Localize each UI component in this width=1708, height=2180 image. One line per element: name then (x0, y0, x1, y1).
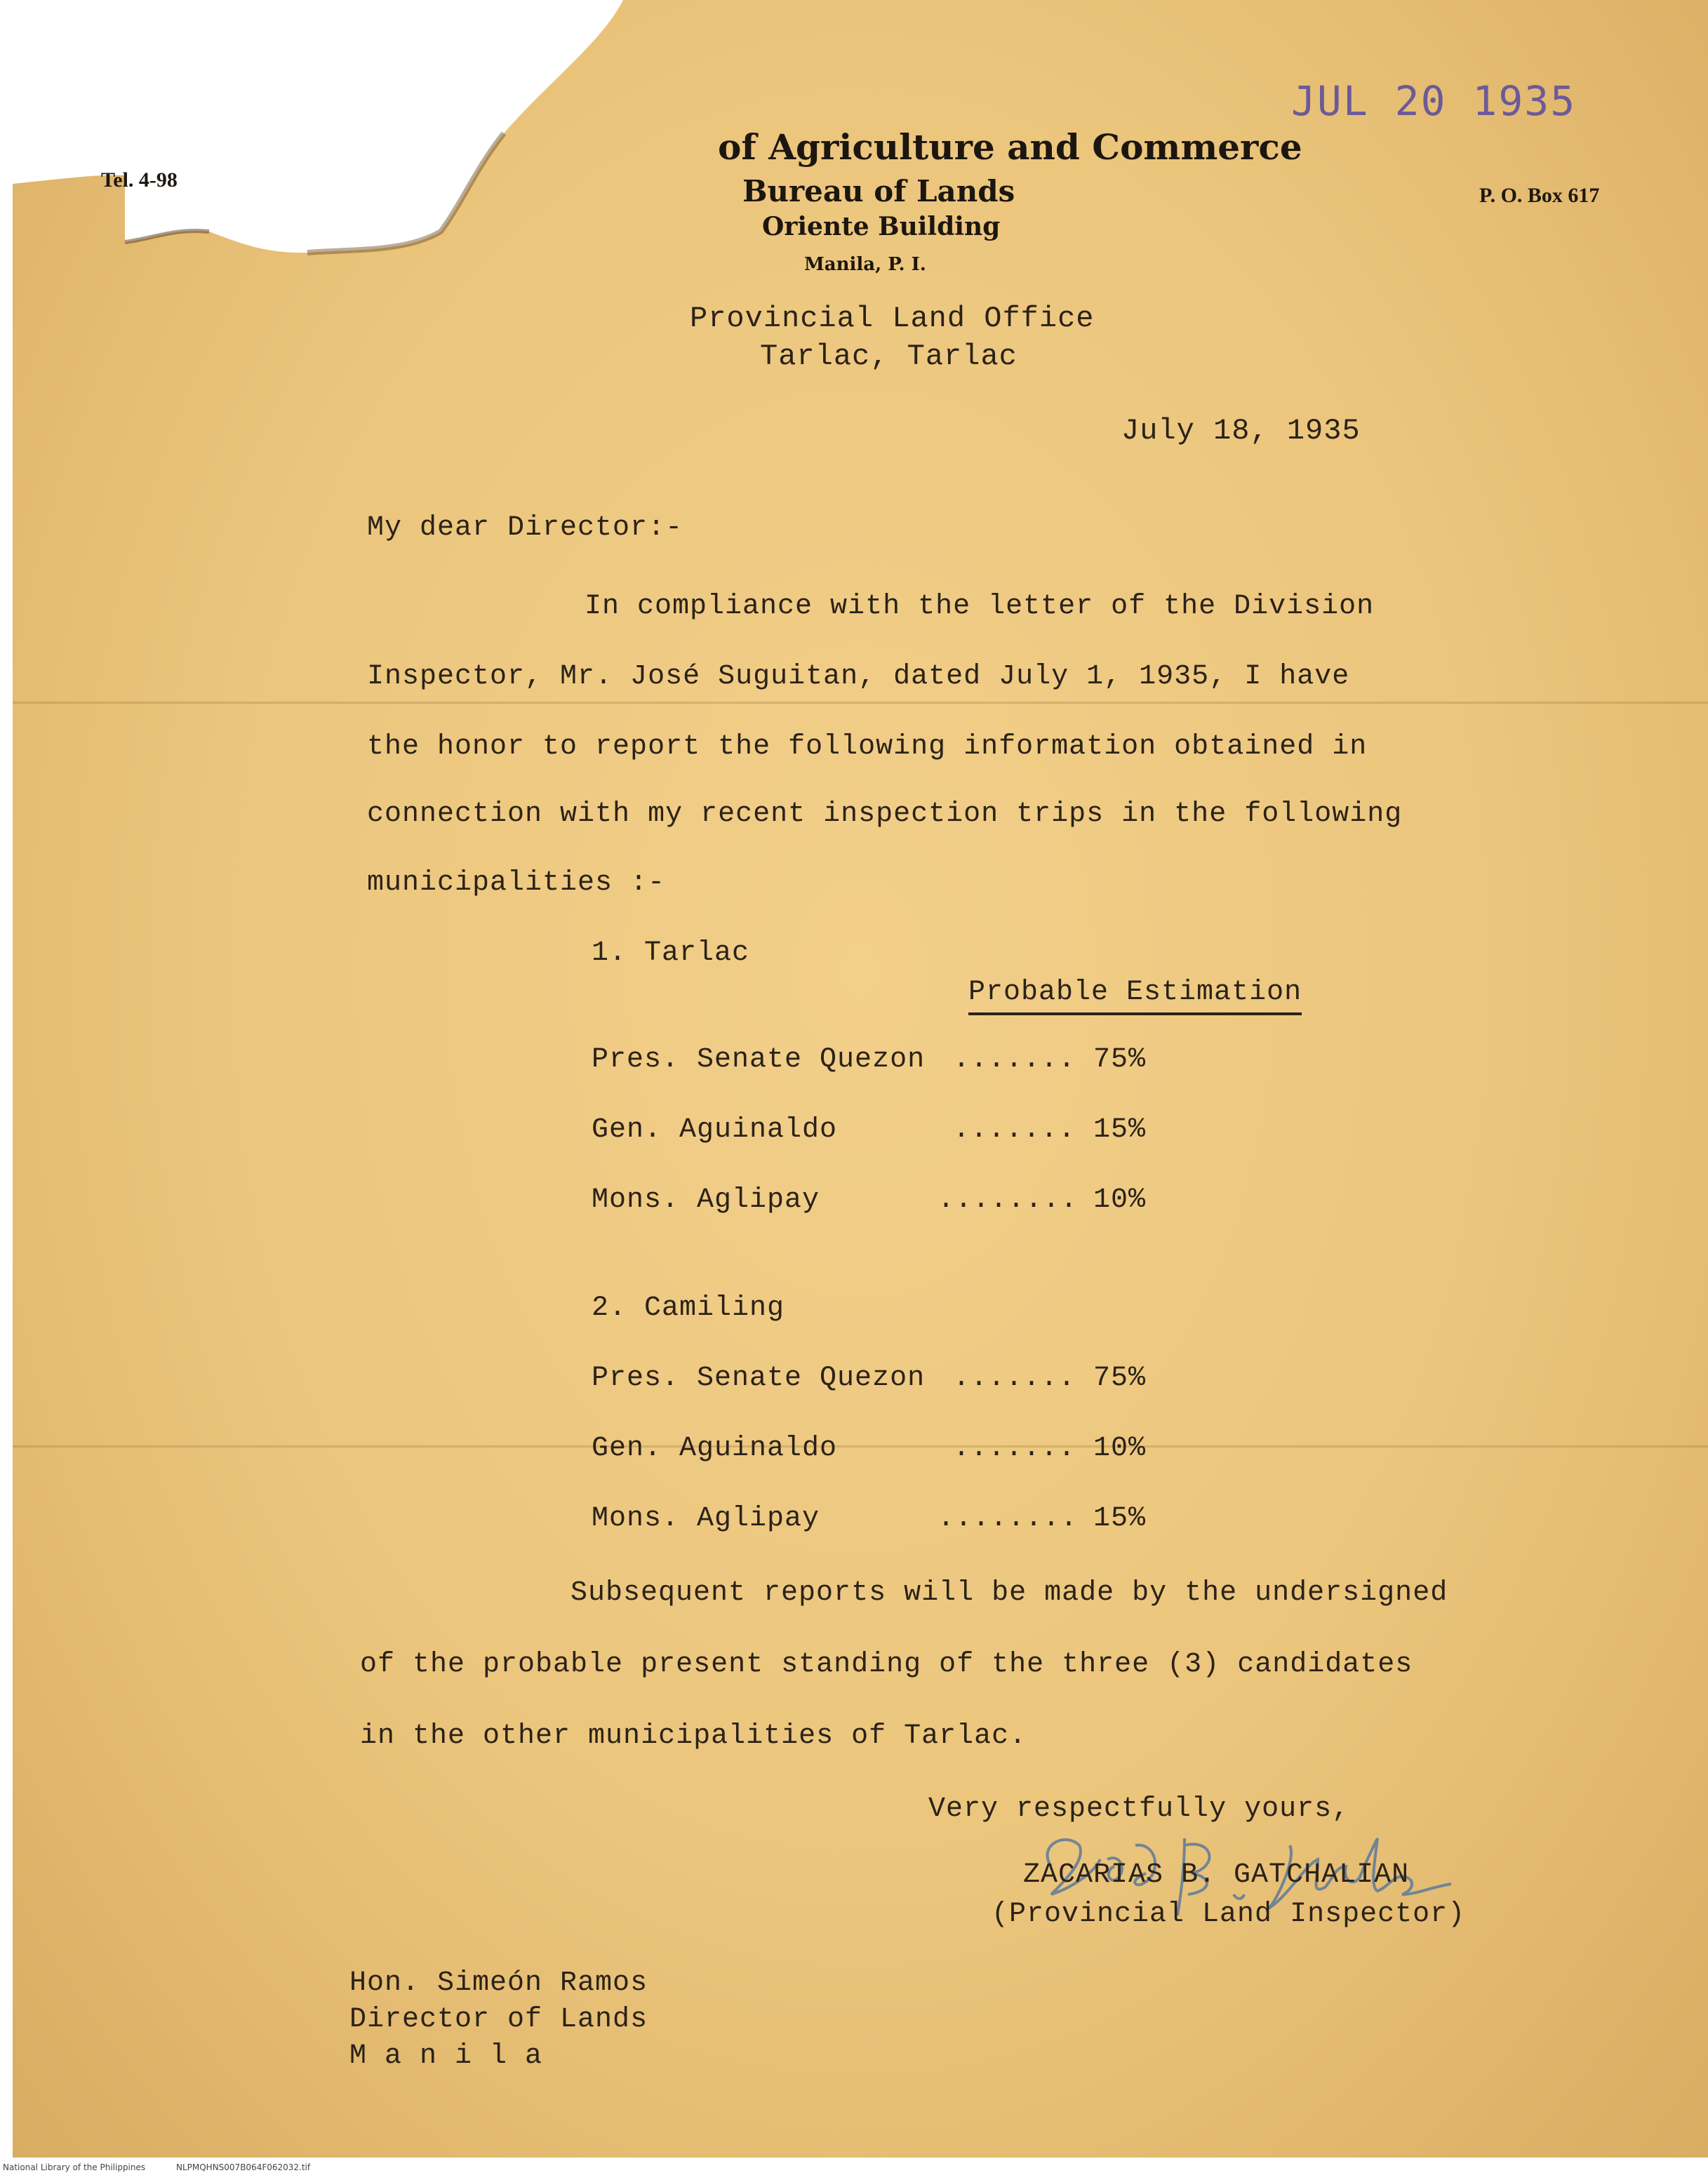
percentage: 15% (1093, 1503, 1147, 1534)
torn-corner (13, 0, 644, 281)
candidate-name: Pres. Senate Quezon (592, 1044, 926, 1076)
body-line: municipalities :- (367, 867, 666, 899)
percentage: 15% (1093, 1114, 1147, 1146)
complimentary-close: Very respectfully yours, (928, 1793, 1350, 1825)
signer-title: (Provincial Land Inspector) (992, 1899, 1466, 1930)
city-name: Manila, P. I. (804, 254, 926, 275)
percentage: 75% (1093, 1363, 1147, 1394)
archive-footer (3, 2162, 338, 2172)
office-name: Provincial Land Office (690, 302, 1095, 335)
body-line: connection with my recent inspection trips in the following (367, 798, 1403, 830)
body-line: in the other municipalities of Tarlac. (360, 1720, 1027, 1752)
fold-line (13, 1445, 1708, 1447)
percentage: 75% (1093, 1044, 1147, 1076)
candidate-name: Mons. Aglipay (592, 1184, 820, 1216)
candidate-name: Gen. Aguinaldo (592, 1433, 838, 1464)
body-line: the honor to report the following information obtained in (367, 731, 1368, 763)
percentage: 10% (1093, 1433, 1147, 1464)
recipient-title: Director of Lands (349, 2004, 648, 2035)
leader-dots: ........ (938, 1503, 1079, 1534)
leader-dots: ....... (953, 1433, 1076, 1464)
estimation-header: Probable Estimation (968, 977, 1302, 1015)
municipality-heading: 2. Camiling (592, 1292, 785, 1324)
leader-dots: ....... (953, 1114, 1076, 1146)
department-name: of Agriculture and Commerce (718, 126, 1302, 168)
candidate-name: Pres. Senate Quezon (592, 1363, 926, 1394)
office-location: Tarlac, Tarlac (760, 340, 1018, 373)
building-name: Oriente Building (762, 212, 1001, 241)
footer-library: National Library of the Philippines (3, 2162, 146, 2172)
fold-line (13, 702, 1708, 704)
received-date-stamp: JUL 20 1935 (1291, 77, 1577, 125)
leader-dots: ....... (953, 1363, 1076, 1394)
recipient-city: M a n i l a (349, 2040, 543, 2072)
letter-date: July 18, 1935 (1121, 414, 1361, 448)
leader-dots: ........ (938, 1184, 1079, 1216)
body-line: Inspector, Mr. José Suguitan, dated July 1, 1935, I have (367, 661, 1350, 693)
percentage: 10% (1093, 1184, 1147, 1216)
leader-dots: ....... (953, 1044, 1076, 1076)
candidate-name: Mons. Aglipay (592, 1503, 820, 1534)
letter-paper (13, 0, 1708, 2158)
telephone: Tel. 4-98 (101, 168, 178, 192)
signer-name: ZACARIAS B. GATCHALIAN (1023, 1859, 1410, 1891)
candidate-name: Gen. Aguinaldo (592, 1114, 838, 1146)
recipient-name: Hon. Simeón Ramos (349, 1967, 648, 1999)
footer-filename: NLPMQHNS007B064F062032.tif (175, 2162, 311, 2172)
salutation: My dear Director:- (367, 512, 683, 544)
po-box: P. O. Box 617 (1479, 184, 1600, 207)
bureau-name: Bureau of Lands (742, 174, 1015, 208)
body-line: of the probable present standing of the three (3) candidates (360, 1649, 1413, 1680)
body-line: Subsequent reports will be made by the undersigned (571, 1577, 1448, 1609)
body-line: In compliance with the letter of the Division (585, 591, 1375, 622)
municipality-heading: 1. Tarlac (592, 937, 750, 969)
